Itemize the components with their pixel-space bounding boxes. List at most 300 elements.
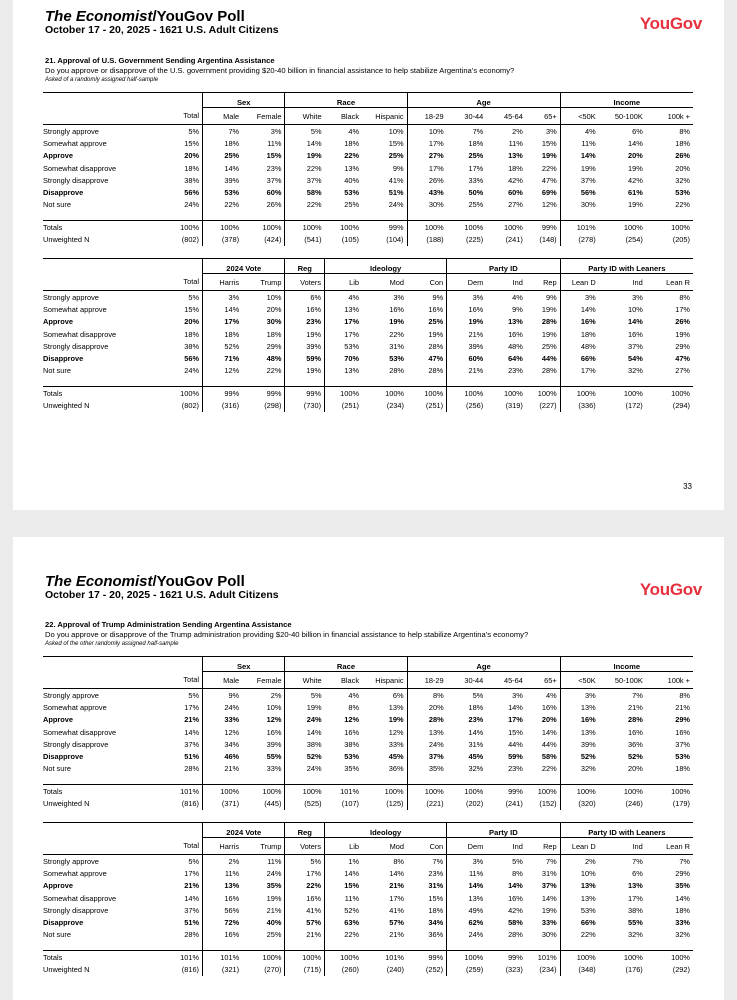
column-header: Total xyxy=(155,838,202,855)
column-header: 18-29 xyxy=(407,672,447,689)
column-group-header: Sex xyxy=(203,657,285,672)
table-cell: (241) xyxy=(505,235,523,245)
table-cell: 17% xyxy=(407,162,447,174)
table-cell: 23% xyxy=(428,868,444,878)
table-cell: 6% xyxy=(285,291,325,304)
table-cell: 61% xyxy=(628,188,643,198)
column-group-header: Party ID with Leaners xyxy=(560,823,693,838)
table-cell: 32% xyxy=(627,366,643,376)
table-cell: 8% xyxy=(407,689,447,702)
table-cell: 26% xyxy=(266,200,282,210)
table-cell: 7% xyxy=(432,856,444,866)
table-cell: (234) xyxy=(539,965,557,975)
table-cell: 99% xyxy=(266,388,282,398)
poll-subtitle: October 17 - 20, 2025 - 1621 U.S. Adult Citizens xyxy=(45,24,279,36)
table-cell: 55% xyxy=(266,752,282,762)
table-cell: 33% xyxy=(266,764,282,774)
column-group-header xyxy=(155,93,202,108)
table-cell: 19% xyxy=(628,200,643,210)
table-cell: 10% xyxy=(560,867,599,879)
table-row xyxy=(43,328,693,340)
column-group-header: Reg xyxy=(285,259,325,274)
table-cell: (104) xyxy=(386,235,404,245)
table-cell: 17% xyxy=(184,868,200,878)
table-cell: 20% xyxy=(184,151,200,161)
table-cell: (188) xyxy=(407,233,447,245)
table-cell: 100% xyxy=(623,388,643,398)
table-cell: 11% xyxy=(267,856,282,866)
table-cell: 47% xyxy=(675,354,690,364)
table-cell: 22% xyxy=(266,366,282,376)
table-cell: (816) xyxy=(181,965,200,975)
table-row xyxy=(43,291,693,304)
column-header: Voters xyxy=(285,274,325,291)
row-label: Approve xyxy=(43,151,73,161)
row-label: Unweighted N xyxy=(43,235,90,245)
table-cell: 100% xyxy=(671,786,690,796)
table-cell: 55% xyxy=(627,918,643,928)
table-cell: 8% xyxy=(679,292,690,302)
column-header: Black xyxy=(325,108,362,125)
table-cell: (246) xyxy=(625,799,643,809)
table-cell: 4% xyxy=(348,690,360,700)
table-row xyxy=(43,855,693,868)
table-cell: 45% xyxy=(468,752,484,762)
table-cell: 18% xyxy=(675,764,690,774)
report-page-34 xyxy=(13,537,724,1000)
table-cell: 48% xyxy=(560,340,599,352)
question-text: Do you approve or disapprove of the Trump administration providing $20-40 billion in financial assistance to help stabilize Argentina’s economy? xyxy=(45,630,529,639)
table-cell: 66% xyxy=(560,916,599,928)
column-header: 30-44 xyxy=(447,672,487,689)
table-cell: 53% xyxy=(675,188,690,198)
table-cell: (715) xyxy=(285,963,325,975)
table-cell: 22% xyxy=(541,764,557,774)
table-cell: 53% xyxy=(325,340,362,352)
table-cell: 52% xyxy=(325,904,362,916)
table-cell: 13% xyxy=(560,726,599,738)
column-group-header: 2024 Vote xyxy=(203,823,285,838)
row-label: Disapprove xyxy=(43,354,84,364)
table-row xyxy=(43,701,693,713)
table-cell: 53% xyxy=(560,904,599,916)
column-header: Lean D xyxy=(560,274,599,291)
table-cell: 12% xyxy=(388,727,404,737)
table-cell: 13% xyxy=(447,892,487,904)
table-cell: 53% xyxy=(389,354,404,364)
row-label: Approve xyxy=(43,317,73,327)
table-cell: 16% xyxy=(627,329,643,339)
table-cell: 22% xyxy=(344,151,360,161)
table-cell: 25% xyxy=(388,151,404,161)
table-cell: 10% xyxy=(407,125,447,138)
table-cell: 16% xyxy=(203,892,243,904)
table-cell: 21% xyxy=(389,881,404,891)
column-group-header xyxy=(155,259,202,274)
table-cell: 14% xyxy=(560,303,599,315)
table-cell: 21% xyxy=(628,702,643,712)
table-cell: 101% xyxy=(203,951,243,964)
table-cell: 100% xyxy=(671,388,690,398)
table-cell: 13% xyxy=(560,892,599,904)
column-header: Female xyxy=(242,108,285,125)
table-cell: 59% xyxy=(285,352,325,364)
table-cell: 13% xyxy=(627,881,643,891)
table-cell: 43% xyxy=(407,186,447,198)
table-row xyxy=(43,785,693,798)
table-cell: 41% xyxy=(285,904,325,916)
row-label: Strongly disapprove xyxy=(43,739,109,749)
table-cell: 22% xyxy=(285,162,325,174)
table-cell: 100% xyxy=(623,786,643,796)
table-cell: (259) xyxy=(447,963,487,975)
question-title: 22. Approval of Trump Administration Sending Argentina Assistance xyxy=(45,620,292,629)
table-cell: 17% xyxy=(203,316,243,328)
column-header: Dem xyxy=(447,838,487,855)
table-cell: 7% xyxy=(545,856,557,866)
table-cell: 28% xyxy=(541,317,557,327)
column-header: Con xyxy=(407,274,447,291)
table-cell: 100% xyxy=(537,786,557,796)
table-cell: (221) xyxy=(407,797,447,809)
table-cell: 18% xyxy=(184,163,200,173)
table-cell: 12% xyxy=(266,715,282,725)
table-cell: 56% xyxy=(184,188,200,198)
table-cell: (234) xyxy=(386,401,404,411)
column-group-header: Race xyxy=(285,93,407,108)
table-cell: 28% xyxy=(508,930,523,940)
table-cell: 20% xyxy=(184,317,200,327)
table-cell: 19% xyxy=(541,304,557,314)
table-cell: 45% xyxy=(388,752,404,762)
table-cell: (254) xyxy=(625,235,643,245)
table-cell: 53% xyxy=(344,752,360,762)
column-header: Ind xyxy=(599,838,646,855)
column-group-header xyxy=(155,823,202,838)
table-row xyxy=(43,387,693,400)
table-cell: 14% xyxy=(203,303,243,315)
row-label: Strongly disapprove xyxy=(43,905,109,915)
table-cell: 28% xyxy=(407,714,447,726)
table-cell: 100% xyxy=(203,221,243,234)
column-group-header: Party ID xyxy=(447,823,561,838)
table-cell: 12% xyxy=(541,200,557,210)
table-cell: 47% xyxy=(428,354,444,364)
table-cell: 5% xyxy=(285,125,325,138)
table-cell: 19% xyxy=(541,905,557,915)
table-cell: 13% xyxy=(203,880,243,892)
table-cell: 3% xyxy=(560,689,599,702)
table-cell: 17% xyxy=(184,702,200,712)
column-header: <50K xyxy=(560,672,599,689)
table-cell: 8% xyxy=(512,868,523,878)
table-cell: 15% xyxy=(266,151,282,161)
table-cell: (227) xyxy=(539,401,557,411)
row-label: Strongly approve xyxy=(43,126,99,136)
table-cell: 100% xyxy=(262,952,282,962)
table-cell: 66% xyxy=(560,352,599,364)
table-cell: 36% xyxy=(428,930,444,940)
table-cell: (152) xyxy=(539,799,557,809)
table-cell: 19% xyxy=(541,329,557,339)
table-cell: 28% xyxy=(628,715,643,725)
table-cell: 19% xyxy=(560,162,599,174)
table-cell: 20% xyxy=(541,715,557,725)
row-label: Not sure xyxy=(43,200,71,210)
table-cell: 13% xyxy=(325,365,362,377)
table-cell: (176) xyxy=(625,965,643,975)
table-cell: 8% xyxy=(679,690,690,700)
table-cell: 14% xyxy=(508,702,523,712)
column-header: 45-64 xyxy=(486,672,526,689)
table-cell: 17% xyxy=(508,715,523,725)
table-cell: (445) xyxy=(264,799,282,809)
table-cell: 14% xyxy=(675,893,690,903)
table-row xyxy=(43,750,693,762)
row-label: Strongly disapprove xyxy=(43,175,109,185)
table-cell: 13% xyxy=(325,303,362,315)
row-label: Somewhat approve xyxy=(43,868,107,878)
table-cell: 39% xyxy=(266,739,282,749)
table-cell: (202) xyxy=(465,799,484,809)
table-cell: 26% xyxy=(407,174,447,186)
table-cell: 23% xyxy=(508,366,523,376)
column-header: 50-100K xyxy=(599,108,646,125)
column-header: Harris xyxy=(203,274,243,291)
column-group-header: Income xyxy=(560,657,693,672)
table-cell: 16% xyxy=(447,303,487,315)
table-cell: 23% xyxy=(285,316,325,328)
table-cell: (319) xyxy=(505,401,523,411)
row-label: Not sure xyxy=(43,930,71,940)
table-cell: 32% xyxy=(560,763,599,775)
row-label: Not sure xyxy=(43,366,71,376)
table-cell: 10% xyxy=(627,304,643,314)
table-cell: 3% xyxy=(393,292,404,302)
table-cell: 63% xyxy=(325,916,362,928)
table-cell: 14% xyxy=(508,881,523,891)
table-cell: 20% xyxy=(628,764,643,774)
table-cell: 38% xyxy=(285,738,325,750)
table-cell: 39% xyxy=(560,738,599,750)
row-label: Disapprove xyxy=(43,188,84,198)
table-cell: 100% xyxy=(384,786,404,796)
table-cell: 5% xyxy=(188,856,200,866)
column-header: 65+ xyxy=(526,108,560,125)
table-cell: 18% xyxy=(560,328,599,340)
column-group-header xyxy=(155,657,202,672)
table-cell: 70% xyxy=(325,352,362,364)
table-cell: 14% xyxy=(285,137,325,149)
table-cell: 56% xyxy=(560,186,599,198)
table-cell: 100% xyxy=(262,222,282,232)
question-title: 21. Approval of U.S. Government Sending Argentina Assistance xyxy=(45,56,275,65)
table-cell: (321) xyxy=(203,963,243,975)
table-cell: 69% xyxy=(541,188,557,198)
table-cell: 30% xyxy=(407,199,447,211)
table-cell: 35% xyxy=(344,764,360,774)
row-label: Totals xyxy=(43,222,63,232)
table-row xyxy=(43,738,693,750)
table-cell: 27% xyxy=(407,150,447,162)
column-header: <50K xyxy=(560,108,599,125)
table-cell: 17% xyxy=(560,365,599,377)
table-cell: 37% xyxy=(285,174,325,186)
table-row xyxy=(43,340,693,352)
table-row xyxy=(43,233,693,245)
table-cell: 16% xyxy=(285,892,325,904)
table-cell: 36% xyxy=(388,764,404,774)
table-cell: 30% xyxy=(560,199,599,211)
table-cell: 100% xyxy=(285,785,325,798)
column-group-header: Party ID with Leaners xyxy=(560,259,693,274)
table-cell: (256) xyxy=(447,399,487,411)
report-page-33 xyxy=(13,0,724,510)
table-cell: 26% xyxy=(675,317,690,327)
table-cell: 15% xyxy=(184,138,200,148)
column-header: Male xyxy=(203,672,243,689)
table-cell: 16% xyxy=(203,929,243,941)
table-cell: 15% xyxy=(184,304,200,314)
table-cell: 14% xyxy=(541,727,557,737)
table-cell: (252) xyxy=(425,965,444,975)
column-group-header: Party ID xyxy=(447,259,561,274)
table-cell: 51% xyxy=(388,188,404,198)
table-cell: 8% xyxy=(393,856,404,866)
table-cell: 49% xyxy=(447,904,487,916)
table-cell: (107) xyxy=(341,799,360,809)
table-cell: 100% xyxy=(325,387,362,400)
table-cell: 25% xyxy=(468,200,484,210)
column-header: Male xyxy=(203,108,243,125)
table-cell: 100% xyxy=(285,221,325,234)
table-cell: 15% xyxy=(508,727,523,737)
table-cell: 24% xyxy=(203,701,243,713)
table-cell: 19% xyxy=(285,150,325,162)
table-cell: 8% xyxy=(679,126,690,136)
table-row xyxy=(43,221,693,234)
table-cell: 41% xyxy=(389,905,404,915)
table-cell: 4% xyxy=(512,292,523,302)
table-cell: 12% xyxy=(344,715,360,725)
column-header: 50-100K xyxy=(599,672,646,689)
table-cell: 18% xyxy=(203,328,243,340)
table-cell: 40% xyxy=(344,175,360,185)
table-cell: 19% xyxy=(285,365,325,377)
table-cell: 37% xyxy=(675,739,690,749)
table-cell: 29% xyxy=(266,341,282,351)
row-label: Strongly approve xyxy=(43,856,99,866)
table-cell: 99% xyxy=(541,222,557,232)
table-cell: 23% xyxy=(468,715,484,725)
table-cell: 52% xyxy=(560,750,599,762)
table-cell: 13% xyxy=(560,701,599,713)
table-cell: 28% xyxy=(541,366,557,376)
table-cell: 2% xyxy=(270,690,282,700)
table-cell: 3% xyxy=(545,126,557,136)
table-cell: 33% xyxy=(203,714,243,726)
question-note: Asked of the other randomly assigned half-sample xyxy=(45,641,179,647)
table-cell: 25% xyxy=(428,317,444,327)
table-cell: 16% xyxy=(428,304,444,314)
table-cell: 17% xyxy=(325,328,362,340)
table-cell: 9% xyxy=(545,292,557,302)
row-label: Somewhat approve xyxy=(43,702,107,712)
table-cell: 25% xyxy=(541,341,557,351)
table-cell: 4% xyxy=(348,126,360,136)
column-header: Dem xyxy=(447,274,487,291)
column-group-header: Sex xyxy=(203,93,285,108)
table-cell: 100% xyxy=(560,951,599,964)
table-cell: 57% xyxy=(285,916,325,928)
table-cell: 11% xyxy=(447,867,487,879)
row-label: Disapprove xyxy=(43,752,84,762)
table-cell: 52% xyxy=(628,752,643,762)
table-cell: (730) xyxy=(285,399,325,411)
column-header: Rep xyxy=(526,274,560,291)
table-cell: 52% xyxy=(203,340,243,352)
table-cell: 51% xyxy=(184,918,200,928)
table-row xyxy=(43,726,693,738)
table-cell: 16% xyxy=(560,714,599,726)
table-row xyxy=(43,365,693,377)
table-cell: 21% xyxy=(389,930,404,940)
column-header: Female xyxy=(242,672,285,689)
table-row xyxy=(43,199,693,211)
table-cell: 38% xyxy=(184,175,200,185)
table-cell: 6% xyxy=(392,690,404,700)
page-number: 33 xyxy=(683,482,692,491)
table-cell: 38% xyxy=(344,739,360,749)
table-cell: 29% xyxy=(675,341,690,351)
table-cell: 9% xyxy=(512,304,523,314)
table-cell: 17% xyxy=(407,137,447,149)
table-cell: 19% xyxy=(541,151,557,161)
table-cell: (179) xyxy=(672,799,690,809)
table-cell: 38% xyxy=(184,341,200,351)
table-cell: 32% xyxy=(627,930,643,940)
table-cell: 9% xyxy=(203,689,243,702)
table-cell: 18% xyxy=(675,905,690,915)
table-cell: 24% xyxy=(266,868,282,878)
column-header: 18-29 xyxy=(407,108,447,125)
table-cell: (371) xyxy=(203,797,243,809)
table-cell: 19% xyxy=(428,329,444,339)
table-cell: (378) xyxy=(203,233,243,245)
table-cell: 46% xyxy=(203,750,243,762)
table-cell: 19% xyxy=(388,715,404,725)
table-cell: 100% xyxy=(560,387,599,400)
table-cell: (348) xyxy=(560,963,599,975)
column-header: Con xyxy=(407,838,447,855)
row-label: Approve xyxy=(43,715,73,725)
table-cell: 12% xyxy=(203,726,243,738)
column-header: Ind xyxy=(599,274,646,291)
table-cell: 7% xyxy=(632,690,643,700)
yougov-logo: YouGov xyxy=(639,14,702,33)
table-cell: 18% xyxy=(344,138,360,148)
column-group-header: Age xyxy=(407,657,560,672)
table-cell: (320) xyxy=(560,797,599,809)
table-cell: 3% xyxy=(447,855,487,868)
table-cell: 52% xyxy=(285,750,325,762)
table-cell: 60% xyxy=(266,188,282,198)
table-row xyxy=(43,150,693,162)
table-cell: 18% xyxy=(468,138,484,148)
table-cell: (802) xyxy=(181,401,200,411)
table-cell: 3% xyxy=(512,690,523,700)
table-cell: 24% xyxy=(184,200,200,210)
